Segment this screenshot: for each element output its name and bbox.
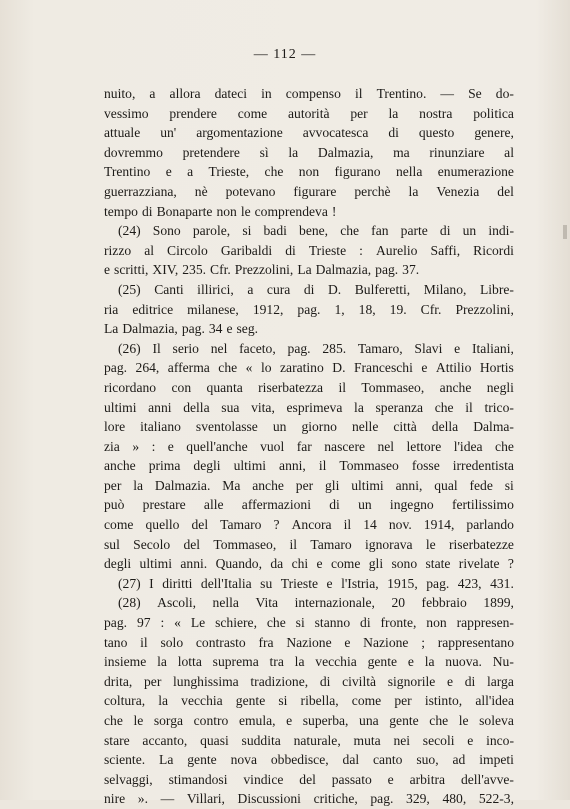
text-line: sul Secolo del Tommaseo, il Tamaro ignorava le riserbatezze — [104, 536, 514, 552]
text-line: rizzo al Circolo Garibaldi di Trieste : Aurelio Saffi, Ricordi — [104, 242, 514, 258]
text-line: drita, per lunghissima tradizione, di civiltà signorile e di larga — [104, 673, 514, 689]
text-line: zia » : e quell'anche vuol far nascere nel lettore l'idea che — [104, 438, 514, 454]
text-line: lore italiano sventolasse un giorno nelle città della Dalma- — [104, 419, 514, 435]
text-line: ultimi anni della sua vita, esprimeva la speranza che il trico- — [104, 399, 514, 415]
text-line: insieme la lotta suprema tra la vecchia gente e la nuova. Nu- — [104, 654, 514, 670]
text-line: nuito, a allora dateci in compenso il Trentino. — Se do- — [104, 86, 514, 101]
text-line: ria editrice milanese, 1912, pag. 1, 18, 19. Cfr. Prezzolini, — [104, 301, 514, 317]
text-line: degli ultimi anni. Quando, da chi e come gli sono state rivelate ? — [104, 556, 514, 572]
text-line: pag. 264, afferma che « lo zaratino D. Franceschi e Attilio Hortis — [104, 360, 514, 376]
text-line: pag. 97 : « Le schiere, che si stanno di fronte, non rappresen- — [104, 615, 514, 631]
text-line: (28) Ascoli, nella Vita internazionale, 20 febbraio 1899, — [118, 595, 514, 611]
page-edge-mark — [563, 225, 567, 239]
text-line: vessimo prendere come autorità per la nostra politica — [104, 105, 514, 121]
text-line: e scritti, XIV, 235. Cfr. Prezzolini, La Dalmazia, pag. 37. — [104, 262, 420, 278]
text-line: per la Dalmazia. Ma anche per gli ultimi anni, qual fede si — [104, 477, 514, 493]
text-line: anche prima degli ultimi anni, il Tommaseo fosse irredentista — [104, 458, 514, 474]
text-line: coltura, la vecchia gente si ribella, come per istinto, all'idea — [104, 693, 514, 709]
text-line: guerrazziana, nè potevano figurare perchè la Venezia del — [104, 183, 514, 199]
text-line: selvaggi, stimandosi vindice del passato e arbitra dell'avve- — [104, 771, 514, 787]
text-line: tempo di Bonaparte non le comprendeva ! — [104, 203, 337, 219]
text-line: (25) Canti illirici, a cura di D. Bulferetti, Milano, Libre- — [118, 281, 514, 297]
text-line: Trentino e a Trieste, che non figurano nella enumerazione — [104, 164, 514, 180]
text-line: attuale un' argomentazione avvocatesca di questo genere, — [104, 125, 514, 141]
body-text — [104, 84, 514, 809]
text-line: La Dalmazia, pag. 34 e seg. — [104, 321, 259, 337]
text-line: (26) Il serio nel faceto, pag. 285. Tamaro, Slavi e Italiani, — [118, 340, 514, 356]
text-line: (24) Sono parole, si badi bene, che fan parte di un indi- — [118, 223, 514, 239]
text-line: (27) I diritti dell'Italia su Trieste e l'Istria, 1915, pag. 423, 431. — [118, 575, 514, 591]
text-line: stare accanto, quasi suddita naturale, muta nei secoli e inco- — [104, 732, 514, 748]
text-line: sciente. La gente nova obbedisce, dal canto suo, ad impeti — [104, 752, 514, 768]
text-line: che le sorga contro emula, e superba, una gente che le soleva — [104, 713, 514, 728]
text-line: può prestare alle affermazioni di un ingegno fertilissimo — [104, 497, 514, 513]
text-line: come quello del Tamaro ? Ancora il 14 nov. 1914, parlando — [104, 517, 514, 533]
text-line: tano il solo contrasto fra Nazione e Nazione ; rappresentano — [104, 634, 514, 650]
page-number: — 112 — — [253, 47, 317, 62]
text-line: nire ». — Villari, Discussioni critiche, pag. 329, 480, 522-3, — [104, 791, 514, 807]
text-line: dovremmo pretendere sì la Dalmazia, ma rinunziare al — [104, 144, 514, 160]
text-line: ricordano con quanta riserbatezza il Tommaseo, anche negli — [104, 379, 514, 395]
